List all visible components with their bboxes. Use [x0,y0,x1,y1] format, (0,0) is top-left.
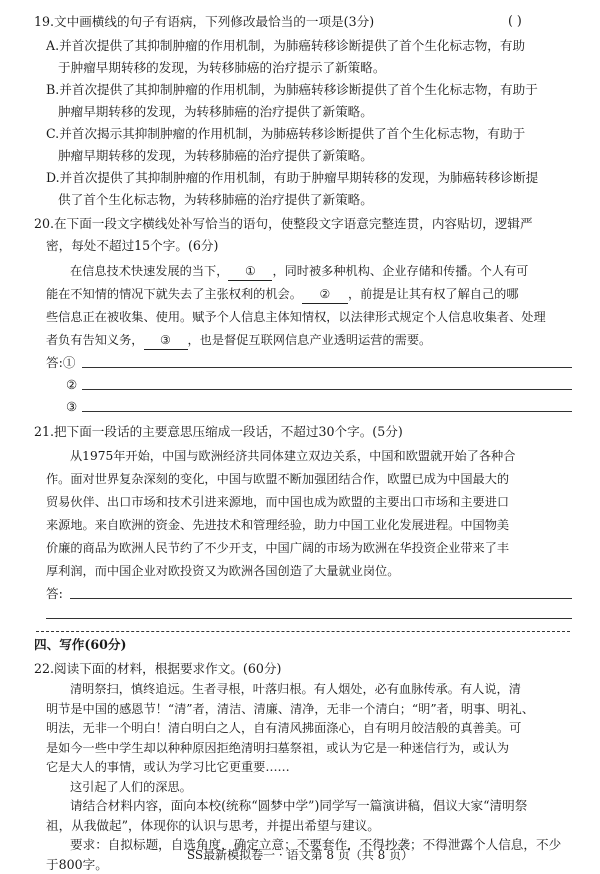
q20-blank-1: ① [228,262,272,281]
q20-passage-line4 [46,331,431,350]
q21-stem: 21.把下面一段话的主要意思压缩成一段话，不超过30个字。(5分) [34,424,403,439]
q20-answer-line-1[interactable] [82,367,572,368]
q22-prompt-line2: 祖，从我做起”，体现你的认识与思考，并提出希望与建议。 [46,817,380,833]
q19-option-c-line2: 肿瘤早期转移的发现，为转移肺癌的治疗提供了新策略。 [58,148,373,163]
q22-material-line5: 它是大人的事情，或认为学习比它更重要…… [46,760,290,774]
q20-passage-line2 [46,285,519,304]
q20-stem-line1: 20.在下面一段文字横线处补写恰当的语句，使整段文字语意完整连贯，内容贴切，逻辑严 [34,216,533,231]
q19-option-d-line1: D.并首次提供了其抑制肿瘤的作用机制，有助于肿瘤早期转移的发现，为肺癌转移诊断提 [46,170,539,185]
q20-passage-line3: 些信息正在被收集、使用。赋予个人信息主体知情权，以法律形式规定个人信息收集者、处理 [46,310,546,324]
q20-text-1a: 在信息技术快速发展的当下， [70,264,229,278]
q22-material-line3: 明法，无非一个明白！清白明白之人，自有清风拂面涤心，自有明月皎洁般的真善美。可 [46,721,522,735]
q20-answer-label: 答:① [46,355,76,370]
q22-prompt-line1: 请结合材料内容，面向本校(统称“圆梦中学”)同学写一篇演讲稿，倡议大家“清明祭 [70,798,528,813]
q21-passage-line1: 从1975年开始，中国与欧洲经济共同体建立双边关系，中国和欧盟就开始了各种合 [70,449,516,463]
q20-answer-line-3[interactable] [82,411,572,412]
q20-blank-3: ③ [144,331,188,350]
section-4-title: 四、写作(60分) [34,637,127,652]
q21-answer-line-2[interactable] [46,618,572,619]
q20-answer-num-3: ③ [66,399,78,414]
q22-stem: 22.阅读下面的材料，根据要求作文。(60分) [34,661,282,676]
q19-option-a-line1: A.并首次提供了其抑制肿瘤的作用机制，为肺癌转移诊断提供了首个生化标志物，有助 [46,38,526,53]
q20-stem-line2: 密，每处不超过15个字。(6分) [46,238,219,253]
q19-option-b-line2: 肿瘤早期转移的发现，为转移肺癌的治疗提供了新策略。 [58,104,373,119]
q20-answer-num-2: ② [66,377,78,392]
q20-text-4a: 者负有告知义务， [46,333,144,347]
q22-requirements-line1: 要求：自拟标题，自选角度，确定立意；不要套作，不得抄袭；不得泄露个人信息，不少 [70,837,562,852]
q22-material-line2: 明节是中国的感恩节！“清”者，清洁、清廉、清净，无非一个清白；“明”者，明事、明礼、 [46,701,535,716]
q22-material-line6: 这引起了人们的深思。 [70,779,192,794]
q20-passage-line1 [70,262,528,281]
section-divider [36,631,570,632]
q20-answer-line-2[interactable] [82,389,572,390]
q20-blank-2: ② [302,285,348,304]
q21-answer-label: 答: [46,586,63,601]
q19-stem: 19.文中画横线的句子有语病，下列修改最恰当的一项是(3分) [34,14,375,29]
q22-material-line4: 是如今一些中学生却以种种原因拒绝清明扫墓祭祖，或认为它是一种迷信行为，或认为 [46,740,510,755]
q19-option-d-line2: 供了首个生化标志物，为转移肺癌的治疗提供了新策略。 [58,192,373,207]
q21-passage-line4: 来源地。来自欧洲的资金、先进技术和管理经验，助力中国工业化发展进程。中国物美 [46,518,510,532]
page-footer: SS最新模拟卷一 · 语文第 8 页（共 8 页） [186,848,414,862]
q20-text-2a: 能在不知情的情况下就失去了主张权利的机会。 [46,287,302,301]
q19-answer-paren: ( ) [508,13,522,28]
q19-option-a-line2: 于肿瘤早期转移的发现，为转移肺癌的治疗提示了新策略。 [58,60,386,75]
q22-requirements-line2: 于800字。 [46,856,108,872]
q22-material-line1: 清明祭扫，慎终追远。生者寻根，叶落归根。有人烟处，必有血脉传承。有人说，清 [70,682,521,696]
q20-text-4b: ，也是督促互联网信息产业透明运营的需要。 [187,333,432,347]
q21-passage-line3: 贸易伙伴、出口市场和技术引进来源地，而中国也成为欧盟的主要出口市场和主要进口 [46,495,510,509]
q21-passage-line6: 厚利润，而中国企业对欧投资又为欧洲各国创造了大量就业岗位。 [46,564,400,578]
q21-answer-line-1[interactable] [70,598,572,599]
q19-option-b-line1: B.并首次提供了其抑制肿瘤的作用机制，为肺癌转移诊断提供了首个生化标志物，有助于 [46,82,538,97]
q20-text-1b: ，同时被多种机构、企业存储和传播。个人有可 [272,264,529,278]
q21-passage-line5: 价廉的商品为欧洲人民节约了不少开支，中国广阔的市场为欧洲在华投资企业带来了丰 [46,541,510,555]
q21-passage-line2: 作。面对世界复杂深刻的变化，中国与欧盟不断加强团结合作，欧盟已成为中国最大的 [46,472,510,486]
q19-option-c-line1: C.并首次揭示其抑制肿瘤的作用机制，为肺癌转移诊断提供了首个生化标志物，有助于 [46,126,526,141]
q20-text-2b: ，前提是让其有权了解自己的哪 [347,287,519,301]
